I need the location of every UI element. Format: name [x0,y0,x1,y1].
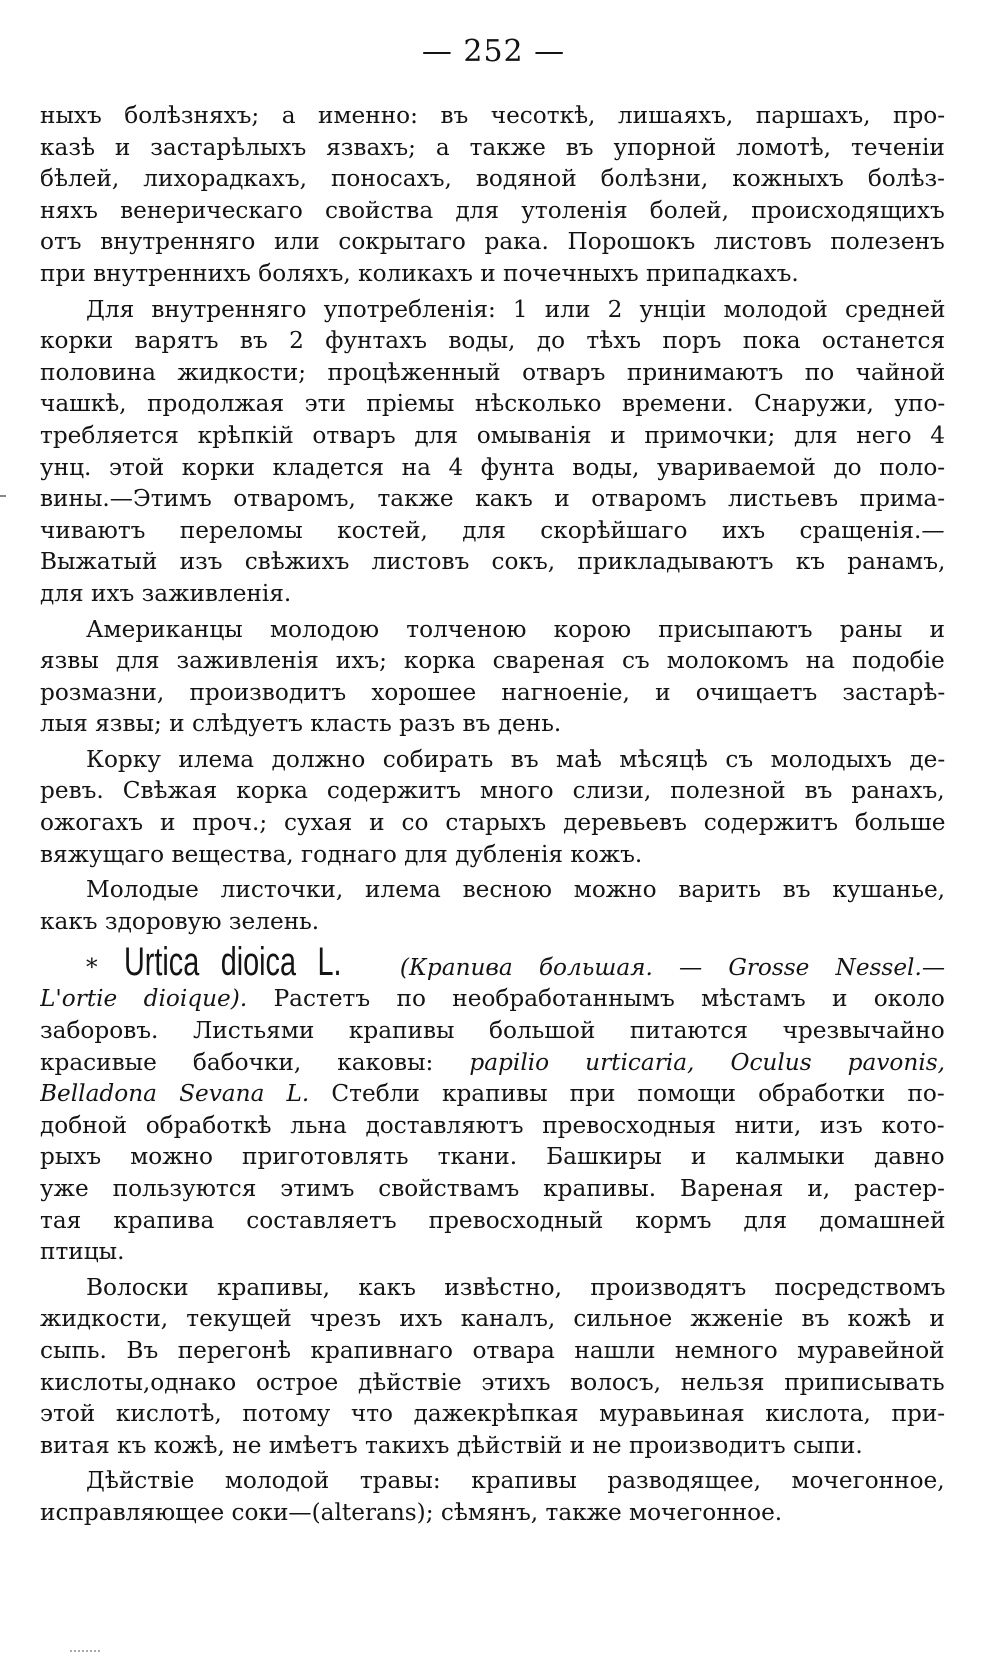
text-line: няхъ венерическаго свойства для утоленія болей, происходящихъ [40,196,945,224]
entry-french-name: L'ortie dioique). [40,985,248,1013]
paragraph-4 [40,744,945,870]
text-line: бѣлей, лихорадкахъ, поносахъ, водяной болѣзни, кожныхъ болѣз- [40,165,945,193]
text-line: сыпь. Въ перегонѣ крапивнаго отвара нашли немного муравейной [40,1336,945,1364]
paragraph-1 [40,100,945,290]
text-line: Для внутренняго употребленія: 1 или 2 унціи молодой средней [86,295,945,323]
text-line: уже пользуются этимъ свойствамъ крапивы. Вареная и, растер- [40,1175,945,1202]
text-line [40,1078,945,1110]
paragraph-3 [40,614,945,740]
text-line: Выжатый изъ свѣжихъ листовъ сокъ, прикладываютъ къ ранамъ, [40,548,945,576]
entry-heading-line [40,941,945,983]
text-line: ныхъ болѣзняхъ; а именно: въ чесоткѣ, лишаяхъ, паршахъ, про- [40,102,945,129]
text-line: чиваютъ переломы костей, для скорѣйшаго ихъ сращенія.— [40,516,945,544]
text-line: какъ здоровую зелень. [40,907,320,935]
text-span: красивые бабочки, каковы: [40,1048,470,1076]
text-line: розмазни, производитъ хорошее нагноеніе, и очищаетъ застарѣ- [40,678,945,706]
species-names: papilio urticaria, Oculus pavonis, [469,1048,945,1076]
text-line: корки варятъ въ 2 фунтахъ воды, до тѣхъ поръ пока останется [40,327,945,355]
text-line: жидкости, текущей чрезъ ихъ каналъ, сильное жженіе въ кожѣ и [40,1305,945,1333]
paragraph-7 [40,1465,945,1528]
text-line: добной обработкѣ льна доставляютъ превосходныя нити, изъ кото- [40,1111,945,1139]
text-line [40,983,945,1015]
entry-latin-name: Urtica dioica L. [123,941,342,984]
body-text [40,100,945,1529]
entry-common-names: (Крапива большая. — Grosse Nessel.— [399,954,945,982]
text-line: рыхъ можно приготовлять ткани. Башкиры и калмыки давно [40,1143,945,1171]
text-line: Дѣйствіе молодой травы: крапивы разводящее, мочегонное, [86,1467,945,1495]
text-line: половина жидкости; процѣженный отваръ принимаютъ по чайной [40,358,945,386]
text-line: язвы для заживленія ихъ; корка свареная съ молокомъ на подобіе [40,647,945,675]
text-line: отъ внутренняго или сокрытаго рака. Порошокъ листовъ полезенъ [40,228,945,256]
text-line: казѣ и застарѣлыхъ язвахъ; а также въ упорной ломотѣ, теченіи [40,133,945,161]
text-line: Американцы молодою толченою корою присыпаютъ раны и [86,615,945,643]
paragraph-6 [40,1272,945,1462]
text-line: тая крапива составляетъ превосходный кормъ для домашней [40,1206,945,1234]
paragraph-2 [40,294,945,610]
scan-edge-mark [0,495,6,497]
text-line: вины.—Этимъ отваромъ, также какъ и отваромъ листьевъ прима- [40,485,945,513]
text-span: Стебли крапивы при помощи обработки по- [309,1080,945,1108]
text-line: кислоты,однако острое дѣйствіе этихъ волосъ, нельзя приписывать [40,1368,945,1396]
text-line: Корку илема должно собирать въ маѣ мѣсяцѣ съ молодыхъ де- [86,745,945,773]
text-line: требляется крѣпкій отваръ для омыванія и примочки; для него 4 [40,421,945,449]
text-line: ревъ. Свѣжая корка содержитъ много слизи, полезной въ ранахъ, [40,777,945,805]
entry-marker: * [86,954,98,982]
text-line: ожогахъ и проч.; сухая и со старыхъ деревьевъ содержитъ больше [40,809,945,837]
text-line: Волоски крапивы, какъ извѣстно, производятъ посредствомъ [86,1273,945,1301]
text-line: витая къ кожѣ, не имѣетъ такихъ дѣйствій и не производитъ сыпи. [40,1431,863,1459]
entry-urtica-dioica [40,941,945,1267]
scan-dot-mark [70,1650,100,1654]
text-line: Молодые листочки, илема весною можно варить въ кушанье, [86,876,945,904]
text-line: вяжущаго вещества, годнаго для дубленія кожъ. [40,840,643,868]
text-line: этой кислотѣ, потому что дажекрѣпкая муравьиная кислота, при- [40,1400,945,1428]
text-line: лыя язвы; и слѣдуетъ класть разъ въ день. [40,710,562,738]
text-line [40,1047,945,1079]
text-line: для ихъ заживленія. [40,579,292,607]
paragraph-5 [40,874,945,937]
text-line: чашкѣ, продолжая эти пріемы нѣсколько времени. Снаружи, упо- [40,390,945,418]
text-line: заборовъ. Листьями крапивы большой питаются чрезвычайно [40,1017,945,1045]
text-line: исправляющее соки—(alterans); сѣмянъ, также мочегонное. [40,1498,783,1526]
text-line: птицы. [40,1238,125,1266]
species-names: Belladona Sevana L. [40,1080,310,1108]
text-line: при внутреннихъ боляхъ, коликахъ и почечныхъ припадкахъ. [40,259,799,287]
page-number: — 252 — [421,34,566,69]
text-line: унц. этой корки кладется на 4 фунта воды, увариваемой до поло- [40,453,945,481]
text-span: Растетъ по необработаннымъ мѣстамъ и около [247,985,945,1013]
